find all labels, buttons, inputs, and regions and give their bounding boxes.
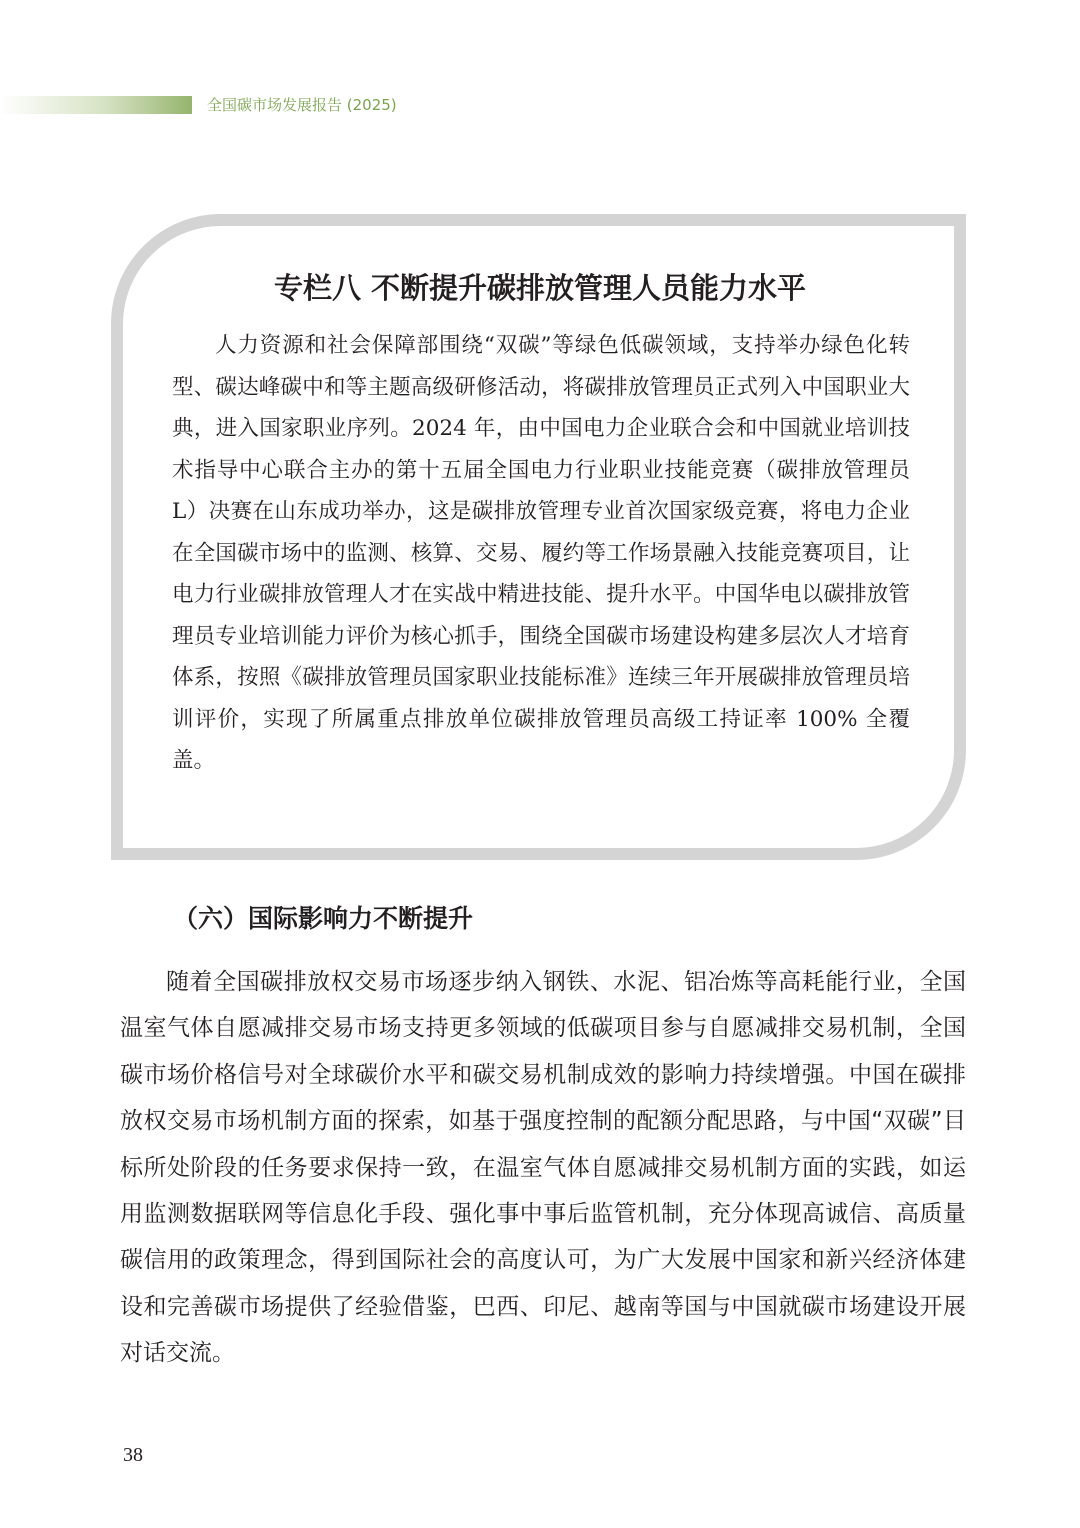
sidebar-box-body	[172, 325, 910, 782]
section-paragraph: 随着全国碳排放权交易市场逐步纳入钢铁、水泥、铝冶炼等高耗能行业，全国温室气体自愿减排交易市场支持更多领域的低碳项目参与自愿减排交易机制，全国碳市场价格信号对全球碳价水平和碳交易机制成效的影响力持续增强。中国在碳排放权交易市场机制方面的探索，如基于强度控制的配额分配思路，与中国“双碳”目标所处阶段的任务要求保持一致，在温室气体自愿减排交易机制方面的实践，如运用监测数据联网等信息化手段、强化事中事后监管机制，充分体现高诚信、高质量碳信用的政策理念，得到国际社会的高度认可，为广大发展中国家和新兴经济体建设和完善碳市场提供了经验借鉴，巴西、印尼、越南等国与中国就碳市场建设开展对话交流。	[120, 969, 966, 1367]
header-decoration-band	[0, 96, 192, 114]
section-heading: （六）国际影响力不断提升	[173, 904, 474, 933]
page-number: 38	[123, 1444, 143, 1466]
sidebar-box-title: 专栏八 不断提升碳排放管理人员能力水平	[273, 271, 807, 305]
running-header-title: 全国碳市场发展报告 (2025)	[207, 96, 397, 114]
section-body	[120, 959, 966, 1377]
sidebar-box-paragraph: 人力资源和社会保障部围绕“双碳”等绿色低碳领域，支持举办绿色化转型、碳达峰碳中和等主题高级研修活动，将碳排放管理员正式列入中国职业大典，进入国家职业序列。2024 年，由中国电力企业联合会和中国就业培训技术指导中心联合主办的第十五届全国电力行业职业技能竞赛（碳排放管理员 L）决赛在山东成功举办，这是碳排放管理专业首次国家级竞赛，将电力企业在全国碳市场中的监测、核算、交易、履约等工作场景融入技能竞赛项目，让电力行业碳排放管理人才在实战中精进技能、提升水平。中国华电以碳排放管理员专业培训能力评价为核心抓手，围绕全国碳市场建设构建多层次人才培育体系，按照《碳排放管理员国家职业技能标准》连续三年开展碳排放管理员培训评价，实现了所属重点排放单位碳排放管理员高级工持证率 100% 全覆盖。	[172, 333, 910, 773]
